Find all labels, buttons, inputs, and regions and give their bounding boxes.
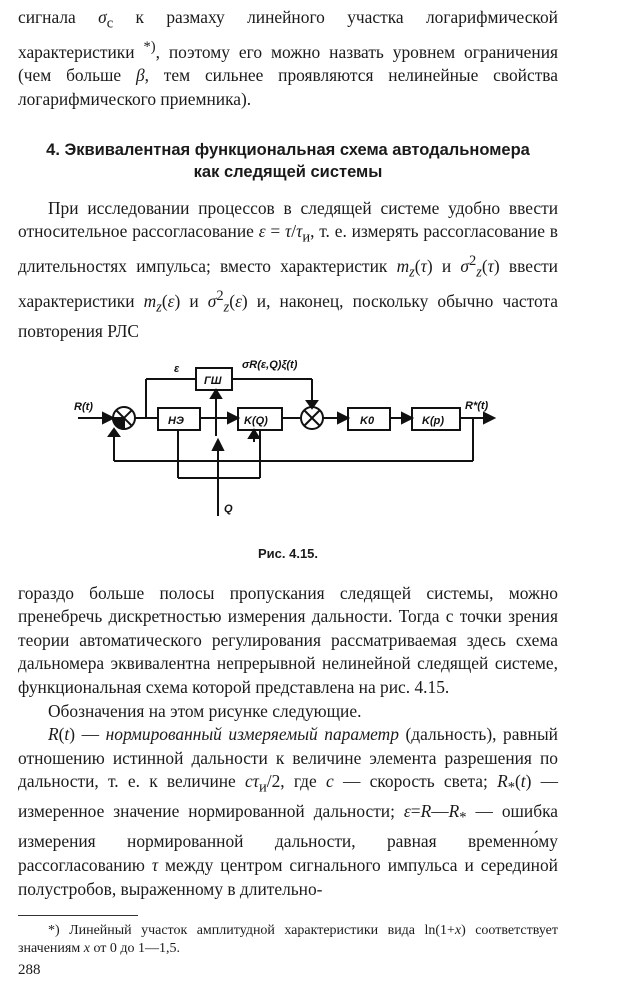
section-heading-line1: 4. Эквивалентная функциональная схема автодальномера [46, 140, 530, 159]
paragraph-3: Обозначения на этом рисунке следующие. [48, 700, 362, 721]
input-label: R(t) [74, 400, 93, 413]
page-number: 288 [18, 962, 41, 979]
footnote: *) Линейный участок амплитудной характеристики вида ln(1+x) соответствует значениям x от 0 до 1—1,5. [18, 923, 559, 957]
paragraph-2: гораздо больше полосы пропускания следящей системы, можно пренебречь дискретностью измерения дальности. Тогда с точки зрения теории автоматического регулирования рассматриваемая здесь схема дальномера эквивалентна непрерывной нелинейной следящей системе, функциональная схема которой представлена на рис. 4.15. [18, 582, 558, 697]
block-kp: K(p) [422, 414, 444, 427]
noise-label: σR(ε,Q)ξ(t) [242, 358, 298, 371]
block-k0: K0 [360, 414, 375, 427]
block-gsh: ГШ [204, 374, 222, 387]
paragraph-1: При исследовании процессов в следящей системе удобно ввести относительное рассогласование $\varepsilon = \tau/\tau_и$, т. е. измерять рассогласование в длительностях импульса; вместо характеристик $m_z(\tau)$ и $\sigma^2_z(\tau)$ ввести характеристики $m_z(\varepsilon)$ и $\sigma^2_z(\varepsilon)$ и, наконец, поскольку обычно частота повторения РЛС [18, 197, 559, 342]
epsilon-label: ε [174, 362, 180, 375]
intro-paragraph: сигнала $\sigma_с$ к размаху линейного участка логарифмической характеристики *), поэтому его можно назвать уровнем ограничения (чем больше β, тем сильнее проявляются нелинейные свойства логарифмического приемника). [18, 7, 558, 110]
book-page [18, 6, 558, 979]
section-heading-line2: как следящей системы [193, 162, 383, 181]
q-label: Q [224, 502, 233, 515]
footnote-divider [18, 915, 138, 916]
paragraph-4: R(t) — нормированный измеряемый параметр (дальность), равный отношению истинной дальности к величине элемента разрешения по дальности, т. е. к величине $c\tau_и/2$, где c — скорость света; $R_*(t)$ — измеренное значение нормированной дальности; $\varepsilon=R—R_*$ — ошибка измерения нормированной дальности, равная временно́му рассогласованию τ между центром сигнального импульса и серединой полустробов, выраженному в длительно- [18, 724, 559, 899]
figure-4-15 [18, 346, 558, 576]
figure-caption: Рис. 4.15. [257, 545, 319, 561]
output-label: R*(t) [465, 399, 489, 412]
block-ne: НЭ [168, 414, 184, 427]
block-kq: K(Q) [244, 414, 268, 427]
block-diagram [18, 346, 558, 546]
